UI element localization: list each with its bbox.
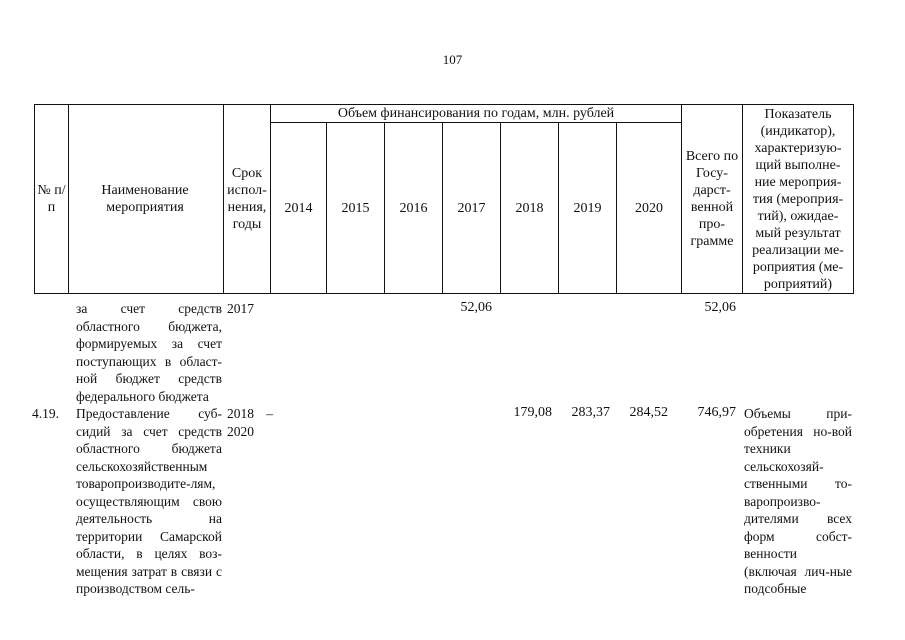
row-indicator: Объемы при-обретения но-вой техники сельскохозяй-ственными то-варопроизво-дителями всех форм собст-венности (включая лич-ные подсобные: [744, 406, 852, 596]
row-term: 2018 – 2020: [227, 406, 273, 439]
row-term: 2017: [227, 301, 254, 316]
row-name: Предоставление суб-сидий за счет средств областного бюджета сельскохозяйственным товаропроизводите-лям, осуществляющим свою деятельность на территории Самарской области, в целях воз-мещения затрат в связи с производством сель-: [76, 406, 222, 596]
row-total: 52,06: [704, 300, 736, 315]
header-year: 2019: [573, 200, 602, 216]
row-name: за счет средств областного бюджета, формируемых за счет поступающих в област-ной бюджет средств федерального бюджета: [76, 301, 222, 404]
header-year: 2016: [399, 200, 428, 216]
header-year: 2014: [284, 200, 313, 216]
row-value-2018: 179,08: [513, 405, 552, 420]
header-funding-title: Объем финансирования по годам, млн. рублей: [337, 106, 615, 121]
header-name: Наименование мероприятия: [101, 183, 189, 215]
row-value-2019: 283,37: [571, 405, 610, 420]
table-header: [34, 104, 854, 294]
header-year: 2017: [457, 200, 486, 216]
row-value-2017: 52,06: [460, 300, 492, 315]
header-indicator: Показатель (индикатор), характеризую-щий выполне-ние мероприя-тия (мероприя-тий), ожидае-мый результат реализации ме-роприятия (ме-роприятий): [752, 106, 844, 292]
header-num: № п/п: [37, 183, 66, 215]
header-year: 2020: [635, 200, 663, 216]
row-value-2020: 284,52: [629, 405, 668, 420]
header-year: 2015: [341, 200, 370, 216]
header-term: Срок испол-нения, годы: [227, 166, 267, 232]
divider: [68, 105, 69, 293]
row-num: 4.19.: [32, 406, 59, 421]
row-total: 746,97: [697, 405, 736, 420]
divider: [742, 105, 743, 293]
page-number: 107: [442, 52, 463, 67]
header-year: 2018: [515, 200, 544, 216]
header-total: Всего по Госу-дарст-венной про-грамме: [685, 149, 739, 249]
